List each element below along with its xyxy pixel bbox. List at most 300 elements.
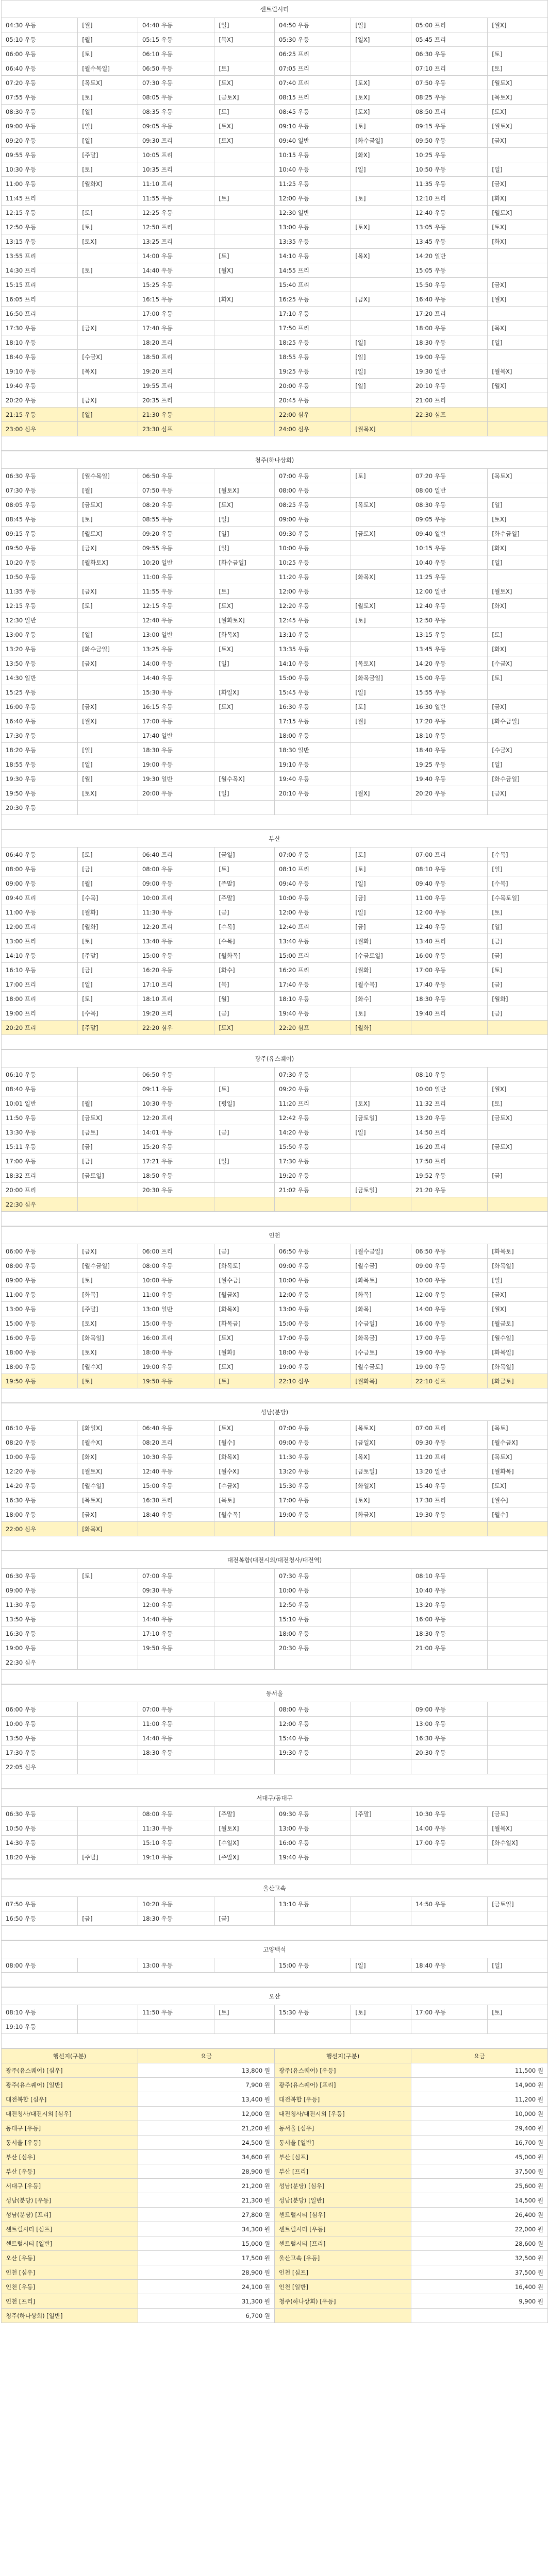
day-note: [수금X]: [78, 350, 138, 364]
day-note: [214, 1612, 275, 1626]
departure-time: 08:00 우등: [274, 483, 351, 498]
day-note: [78, 249, 138, 263]
day-note: [488, 685, 548, 700]
day-note: [토X]: [78, 1316, 138, 1331]
day-note: [토X]: [214, 1021, 275, 1035]
day-note: [214, 570, 275, 584]
day-note: [78, 2005, 138, 2020]
day-note: [화X]: [488, 234, 548, 249]
day-note: [월화목]: [488, 1464, 548, 1479]
departure-time: [411, 1021, 487, 1035]
day-note: [목X]: [488, 321, 548, 335]
day-note: [금]: [351, 891, 411, 905]
day-note: [488, 1021, 548, 1035]
departure-time: 08:00 우등: [2, 1259, 78, 1273]
day-note: [214, 1731, 275, 1745]
departure-time: 17:10 프리: [138, 977, 214, 992]
departure-time: 16:15 우등: [138, 700, 214, 714]
schedule-table: [1, 1551, 548, 1684]
departure-time: 20:20 프리: [2, 1021, 78, 1035]
day-note: [월X]: [488, 292, 548, 307]
departure-time: 11:20 우등: [274, 570, 351, 584]
schedule-table: [1, 1403, 548, 1551]
schedule-row: [2, 1111, 548, 1125]
day-note: [금]: [488, 1168, 548, 1183]
fare-destination: 대전복합 [우등]: [275, 2092, 411, 2107]
day-note: [214, 307, 275, 321]
schedule-row: [2, 1760, 548, 1774]
day-note: [월X]: [488, 379, 548, 393]
departure-time: 18:20 우등: [2, 743, 78, 757]
section-title: 대전복합(대전시외/대전청사/대전역): [2, 1551, 548, 1569]
day-note: [214, 757, 275, 772]
departure-time: 07:30 우등: [138, 76, 214, 90]
departure-time: 09:50 우등: [411, 133, 487, 148]
day-note: [351, 555, 411, 570]
departure-time: 21:00 우등: [411, 1641, 487, 1655]
fare-destination: 센트럴시티 [우등]: [275, 2222, 411, 2236]
fare-destination: 센트럴시티 [프리]: [275, 2236, 411, 2251]
day-note: [월X]: [351, 786, 411, 801]
schedule-row: [2, 2020, 548, 2034]
fare-amount: 37,500 원: [411, 2265, 548, 2280]
day-note: [일]: [488, 555, 548, 570]
departure-time: 20:30 우등: [411, 1745, 487, 1760]
day-note: [일]: [78, 743, 138, 757]
departure-time: 18:20 우등: [2, 1850, 78, 1865]
day-note: [78, 1821, 138, 1836]
schedule-table: [1, 829, 548, 1049]
schedule-row: [2, 1850, 548, 1865]
day-note: [토]: [78, 220, 138, 234]
day-note: [금]: [488, 977, 548, 992]
departure-time: 18:00 우등: [274, 1626, 351, 1641]
day-note: [주말]: [214, 1807, 275, 1821]
day-note: [일]: [78, 977, 138, 992]
day-note: [월수목X]: [214, 772, 275, 786]
departure-time: 12:40 프리: [274, 920, 351, 934]
departure-time: 24:00 심우: [274, 422, 351, 436]
day-note: [화금X]: [351, 1507, 411, 1522]
schedule-row: [2, 1598, 548, 1612]
day-note: [금일]: [214, 848, 275, 862]
departure-time: 11:20 프리: [274, 1096, 351, 1111]
day-note: [화목금]: [351, 1331, 411, 1345]
day-note: [351, 772, 411, 786]
departure-time: 20:00 우등: [138, 786, 214, 801]
schedule-row: [2, 642, 548, 656]
departure-time: 17:00 프리: [2, 977, 78, 992]
day-note: [토X]: [214, 642, 275, 656]
departure-time: 15:50 우등: [274, 1140, 351, 1154]
departure-time: 10:00 프리: [138, 891, 214, 905]
day-note: [화목토]: [351, 1273, 411, 1287]
day-note: [351, 1821, 411, 1836]
day-note: [일]: [214, 1154, 275, 1168]
day-note: [월화목]: [214, 948, 275, 963]
day-note: [일]: [488, 757, 548, 772]
section-title: 인천: [2, 1227, 548, 1244]
day-note: [화목X]: [351, 570, 411, 584]
departure-time: 13:45 우등: [411, 642, 487, 656]
day-note: [금]: [214, 1911, 275, 1926]
departure-time: 10:30 우등: [138, 1450, 214, 1464]
departure-time: 13:50 우등: [2, 1731, 78, 1745]
day-note: [488, 1850, 548, 1865]
departure-time: 13:20 우등: [274, 1464, 351, 1479]
day-note: [214, 1745, 275, 1760]
day-note: [금X]: [488, 278, 548, 292]
departure-time: 13:50 우등: [2, 1612, 78, 1626]
day-note: [78, 801, 138, 815]
fare-row: [2, 2208, 548, 2222]
departure-time: 17:30 우등: [2, 1745, 78, 1760]
section-title: 울산고속: [2, 1879, 548, 1897]
day-note: [토]: [78, 992, 138, 1006]
day-note: [214, 408, 275, 422]
departure-time: 20:30 우등: [274, 1641, 351, 1655]
section-spacer: [2, 1973, 548, 1987]
departure-time: 14:40 우등: [138, 263, 214, 278]
schedule-row: [2, 1911, 548, 1926]
day-note: [214, 728, 275, 743]
departure-time: 07:00 우등: [274, 469, 351, 483]
day-note: [토X]: [488, 512, 548, 527]
fare-destination: 대전청사/대전시외 [심우]: [2, 2107, 138, 2121]
day-note: [수일X]: [214, 1836, 275, 1850]
schedule-row: [2, 1154, 548, 1168]
departure-time: 07:30 우등: [274, 1569, 351, 1583]
departure-time: 13:00 우등: [274, 1821, 351, 1836]
schedule-table: [1, 1940, 548, 1987]
departure-time: 18:00 우등: [2, 1507, 78, 1522]
schedule-row: [2, 757, 548, 772]
departure-time: 11:25 우등: [274, 177, 351, 191]
departure-time: 15:10 우등: [138, 1836, 214, 1850]
day-note: [214, 1067, 275, 1082]
day-note: [214, 393, 275, 408]
day-note: [488, 1911, 548, 1926]
day-note: [78, 1702, 138, 1717]
day-note: [금]: [214, 905, 275, 920]
schedule-row: [2, 47, 548, 61]
schedule-row: [2, 891, 548, 905]
departure-time: 18:00 우등: [2, 1345, 78, 1360]
departure-time: 06:30 우등: [2, 469, 78, 483]
fare-row: [2, 2280, 548, 2294]
departure-time: 21:02 우등: [274, 1183, 351, 1197]
day-note: [78, 292, 138, 307]
day-note: [월X]: [488, 18, 548, 32]
day-note: [214, 234, 275, 249]
departure-time: 10:40 우등: [411, 1583, 487, 1598]
departure-time: 20:30 우등: [2, 801, 78, 815]
day-note: [351, 1140, 411, 1154]
departure-time: 10:30 우등: [411, 1807, 487, 1821]
departure-time: 10:00 우등: [138, 1273, 214, 1287]
day-note: [78, 1598, 138, 1612]
day-note: [214, 350, 275, 364]
fare-amount: 27,800 원: [138, 2208, 275, 2222]
schedule-row: [2, 408, 548, 422]
departure-time: 12:00 우등: [411, 905, 487, 920]
departure-time: 18:00 우등: [2, 1360, 78, 1374]
fare-destination: 광주(유스퀘어) [우등]: [275, 2063, 411, 2078]
fare-destination: 센트럴시티 [심우]: [275, 2208, 411, 2222]
day-note: [목토X]: [488, 90, 548, 105]
departure-time: 06:00 우등: [2, 1244, 78, 1259]
departure-time: 10:25 우등: [411, 148, 487, 162]
departure-time: [411, 2020, 487, 2034]
departure-time: 16:40 우등: [2, 714, 78, 728]
departure-time: 10:05 프리: [138, 148, 214, 162]
day-note: [주말X]: [214, 1850, 275, 1865]
day-note: [화목일]: [488, 1259, 548, 1273]
departure-time: 13:20 우등: [2, 642, 78, 656]
departure-time: 15:00 우등: [138, 948, 214, 963]
day-note: [351, 541, 411, 555]
section-spacer: [2, 1865, 548, 1879]
departure-time: 08:50 프리: [411, 105, 487, 119]
day-note: [351, 1612, 411, 1626]
day-note: [351, 2020, 411, 2034]
day-note: [351, 1850, 411, 1865]
fare-amount: 32,500 원: [411, 2251, 548, 2265]
departure-time: 19:25 우등: [274, 364, 351, 379]
departure-time: 12:30 일반: [2, 613, 78, 628]
schedule-row: [2, 685, 548, 700]
departure-time: 12:25 우등: [138, 206, 214, 220]
day-note: [월토X]: [214, 1821, 275, 1836]
schedule-row: [2, 379, 548, 393]
day-note: [214, 743, 275, 757]
departure-time: 22:10 심우: [274, 1374, 351, 1388]
fare-row: [2, 2193, 548, 2208]
day-note: [화X]: [488, 642, 548, 656]
schedule-row: [2, 1096, 548, 1111]
departure-time: 06:40 프리: [138, 848, 214, 862]
departure-time: 10:40 우등: [274, 162, 351, 177]
day-note: [월수X]: [214, 1464, 275, 1479]
day-note: [금X]: [78, 700, 138, 714]
fare-header: 행선지(구분): [275, 2049, 411, 2063]
section-spacer: [2, 1774, 548, 1789]
departure-time: 10:00 우등: [274, 1583, 351, 1598]
departure-time: 13:00 우등: [274, 220, 351, 234]
departure-time: 11:00 우등: [2, 905, 78, 920]
departure-time: 07:30 우등: [274, 1067, 351, 1082]
section-title: 광주(유스퀘어): [2, 1050, 548, 1067]
departure-time: 15:30 우등: [138, 685, 214, 700]
departure-time: 16:00 우등: [411, 1316, 487, 1331]
day-note: [488, 483, 548, 498]
day-note: [월토X]: [488, 584, 548, 599]
departure-time: 06:40 우등: [2, 848, 78, 862]
departure-time: 15:00 우등: [138, 1316, 214, 1331]
departure-time: 09:30 우등: [274, 527, 351, 541]
departure-time: 08:00 우등: [138, 862, 214, 876]
day-note: [토X]: [214, 76, 275, 90]
schedule-table: [1, 0, 548, 451]
departure-time: 16:00 우등: [2, 700, 78, 714]
departure-time: 17:30 우등: [2, 728, 78, 743]
departure-time: 19:55 프리: [138, 379, 214, 393]
section-spacer: [2, 1536, 548, 1551]
day-note: [월토X]: [78, 1464, 138, 1479]
day-note: [목토X]: [351, 1421, 411, 1435]
day-note: [월X]: [214, 263, 275, 278]
departure-time: 07:50 우등: [411, 76, 487, 90]
day-note: [월수일]: [78, 1479, 138, 1493]
departure-time: 11:20 프리: [411, 1450, 487, 1464]
day-note: [351, 628, 411, 642]
day-note: [화수금일]: [488, 527, 548, 541]
day-note: [주말]: [78, 1302, 138, 1316]
day-note: [수목]: [78, 891, 138, 905]
day-note: [화X]: [214, 292, 275, 307]
day-note: [토X]: [351, 90, 411, 105]
day-note: [월화토X]: [78, 555, 138, 570]
day-note: [금토X]: [488, 1111, 548, 1125]
day-note: [214, 1897, 275, 1911]
departure-time: 08:00 우등: [2, 1958, 78, 1973]
day-note: [토]: [488, 963, 548, 977]
day-note: [목토X]: [78, 76, 138, 90]
day-note: [351, 512, 411, 527]
departure-time: 07:10 프리: [411, 61, 487, 76]
schedule-row: [2, 541, 548, 555]
fare-header: 요금: [138, 2049, 275, 2063]
day-note: [351, 1626, 411, 1641]
day-note: [78, 1626, 138, 1641]
fare-row: [2, 2179, 548, 2193]
day-note: [토]: [351, 469, 411, 483]
departure-time: 12:20 우등: [2, 1464, 78, 1479]
day-note: [78, 1897, 138, 1911]
departure-time: 11:45 프리: [2, 191, 78, 206]
departure-time: 12:10 프리: [411, 191, 487, 206]
day-note: [토]: [488, 905, 548, 920]
departure-time: 15:30 우등: [274, 1479, 351, 1493]
schedule-row: [2, 1421, 548, 1435]
departure-time: 17:00 우등: [274, 1331, 351, 1345]
departure-time: 14:20 우등: [411, 656, 487, 671]
departure-time: 17:00 우등: [411, 963, 487, 977]
day-note: [일]: [78, 757, 138, 772]
fare-amount: 17,500 원: [138, 2251, 275, 2265]
departure-time: 09:00 우등: [2, 119, 78, 133]
fare-destination: 성남(분당) [우등]: [2, 2193, 138, 2208]
departure-time: 14:30 우등: [2, 1836, 78, 1850]
day-note: [토]: [78, 599, 138, 613]
departure-time: 18:40 우등: [2, 350, 78, 364]
fare-destination: [275, 2309, 411, 2323]
day-note: [351, 728, 411, 743]
day-note: [488, 1197, 548, 1212]
departure-time: 07:30 우등: [2, 483, 78, 498]
day-note: [목X]: [78, 364, 138, 379]
day-note: [토]: [488, 671, 548, 685]
day-note: [토]: [78, 90, 138, 105]
fare-amount: 21,300 원: [138, 2193, 275, 2208]
schedule-row: [2, 177, 548, 191]
fare-destination: 성남(분당) [심우]: [275, 2179, 411, 2193]
day-note: [토]: [78, 934, 138, 948]
day-note: [214, 177, 275, 191]
day-note: [488, 1655, 548, 1670]
day-note: [주말]: [78, 1850, 138, 1865]
departure-time: 10:30 우등: [138, 1096, 214, 1111]
section-title: 동서울: [2, 1685, 548, 1702]
day-note: [78, 1583, 138, 1598]
day-note: [토]: [488, 2005, 548, 2020]
departure-time: 09:00 우등: [274, 1435, 351, 1450]
day-note: [351, 278, 411, 292]
day-note: [금X]: [351, 292, 411, 307]
departure-time: [138, 1522, 214, 1536]
departure-time: 18:55 우등: [2, 757, 78, 772]
day-note: [351, 1655, 411, 1670]
departure-time: 11:32 프리: [411, 1096, 487, 1111]
day-note: [214, 321, 275, 335]
day-note: [78, 191, 138, 206]
day-note: [화X]: [488, 599, 548, 613]
day-note: [금]: [214, 1006, 275, 1021]
fare-amount: 37,500 원: [411, 2164, 548, 2179]
departure-time: 12:15 우등: [138, 599, 214, 613]
departure-time: 15:55 우등: [411, 685, 487, 700]
departure-time: 12:50 우등: [411, 613, 487, 628]
departure-time: 19:30 일반: [138, 772, 214, 786]
day-note: [토]: [351, 848, 411, 862]
schedule-row: [2, 1821, 548, 1836]
day-note: [화수금일]: [214, 555, 275, 570]
fare-destination: 청주(하나상회) [일반]: [2, 2309, 138, 2323]
departure-time: [411, 1911, 487, 1926]
departure-time: 05:30 우등: [274, 32, 351, 47]
departure-time: 18:30 우등: [138, 743, 214, 757]
day-note: [화목금일]: [351, 671, 411, 685]
departure-time: 14:40 우등: [138, 1731, 214, 1745]
day-note: [214, 1168, 275, 1183]
day-note: [목]: [214, 977, 275, 992]
schedule-row: [2, 1655, 548, 1670]
departure-time: 10:00 우등: [274, 541, 351, 555]
departure-time: [274, 1655, 351, 1670]
departure-time: 19:10 우등: [2, 364, 78, 379]
fare-row: [2, 2309, 548, 2323]
day-note: [월화]: [214, 1345, 275, 1360]
departure-time: 14:20 우등: [2, 1479, 78, 1493]
departure-time: 12:50 우등: [2, 220, 78, 234]
day-note: [토]: [214, 2005, 275, 2020]
day-note: [일]: [351, 1125, 411, 1140]
day-note: [토]: [214, 191, 275, 206]
day-note: [월수금]: [351, 1259, 411, 1273]
departure-time: 10:00 우등: [274, 891, 351, 905]
schedule-row: [2, 1702, 548, 1717]
fare-destination: 대전청사/대전시외 [우등]: [275, 2107, 411, 2121]
day-note: [488, 1183, 548, 1197]
section-title: 청주(하나상회): [2, 451, 548, 469]
day-note: [금]: [488, 1006, 548, 1021]
day-note: [214, 1583, 275, 1598]
departure-time: 08:40 우등: [2, 1082, 78, 1096]
departure-time: 19:40 우등: [411, 772, 487, 786]
day-note: [351, 234, 411, 249]
departure-time: [274, 1760, 351, 1774]
departure-time: 18:00 우등: [274, 1345, 351, 1360]
